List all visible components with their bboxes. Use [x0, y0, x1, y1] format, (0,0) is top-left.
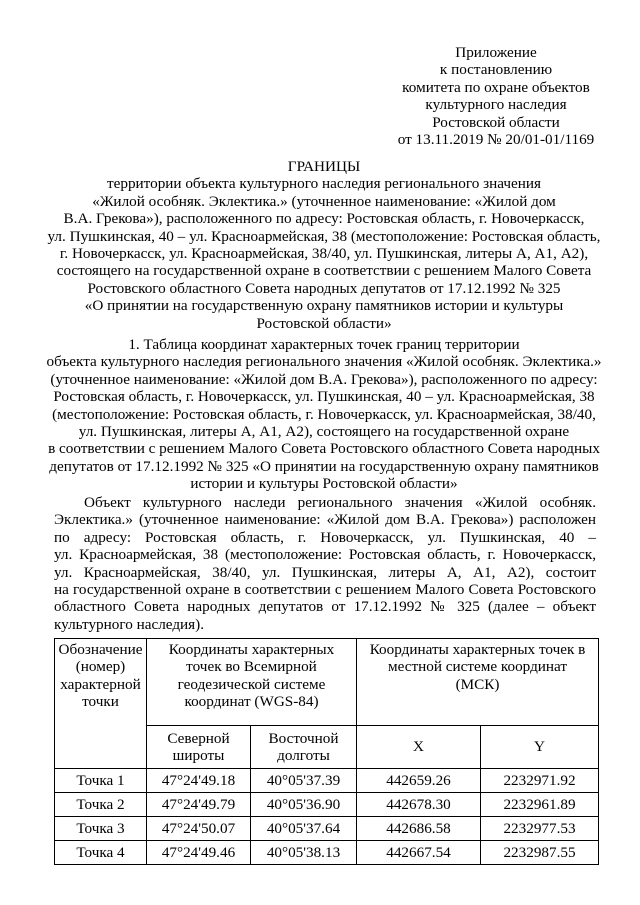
object-description-paragraph: [54, 494, 596, 633]
section-line: 1. Таблица координат характерных точек границ территории: [128, 336, 520, 353]
section-line: ул. Пушкинская, литеры А, А1, А2), состоящего на государственной охране: [78, 423, 570, 441]
appendix-line: к постановлению: [439, 61, 553, 79]
header-msk-cell: [357, 639, 599, 726]
east-cell: 40°05'37.64: [251, 817, 357, 841]
y-cell: 2232961.89: [481, 793, 599, 817]
east-cell: 40°05'36.90: [251, 793, 357, 817]
section-line: объекта культурного наследия регионального значения «Жилой особняк. Эклектика.»: [46, 353, 602, 371]
paragraph-line: ул. Красноармейская, 38 (местоположение: Ростовская область, г. Новочеркасск,: [54, 546, 596, 564]
x-cell: 442686.58: [357, 817, 481, 841]
table-row: [55, 841, 599, 865]
section-line: депутатов от 17.12.1992 № 325 «О принятии на государственную охрану памятников: [49, 457, 599, 475]
header-wgs-line: точек во Всемирной: [186, 658, 317, 676]
header-north-cell: [147, 726, 251, 769]
header-msk-line: местной системе координат: [387, 658, 568, 676]
section-line: в соответствии с решением Малого Совета Ростовского областного Совета народных: [48, 440, 600, 458]
header-point-line: характерной: [60, 675, 141, 693]
appendix-line: комитета по охране объектов: [402, 78, 590, 96]
table-header-row: [55, 639, 599, 726]
header-msk-line: (МСК): [455, 675, 500, 693]
north-cell: 47°24'50.07: [147, 817, 251, 841]
header-east-line: долготы: [277, 747, 330, 764]
title-line: территории объекта культурного наследия регионального значения: [106, 175, 542, 193]
paragraph-line: ул. Красноармейская, 38/40, ул. Пушкинская, литеры А, А1, А2), состоит: [54, 563, 596, 581]
north-cell: 47°24'49.46: [147, 841, 251, 865]
header-point-line: точки: [82, 693, 119, 711]
section-line: (местоположение: Ростовская область, г. Новочеркасск, ул. Красноармейская, 38/40,: [52, 405, 596, 423]
point-cell: Точка 3: [55, 817, 147, 841]
paragraph-line: культурного наследия).: [54, 615, 205, 633]
appendix-line: Приложение: [455, 44, 537, 61]
x-cell: 442659.26: [357, 769, 481, 793]
header-point-line: (номер): [75, 658, 126, 676]
point-cell: Точка 2: [55, 793, 147, 817]
paragraph-line: по адресу: Ростовская область, г. Новочеркасск, ул. Пушкинская, 40 –: [54, 528, 596, 546]
appendix-date-line: от 13.11.2019 № 20/01-01/1169: [397, 131, 595, 149]
title-line: Ростовского областного Совета народных депутатов от 17.12.1992 № 325: [87, 279, 561, 297]
y-cell: 2232971.92: [481, 769, 599, 793]
paragraph-line: областного Совета народных депутатов от 17.12.1992 № 325 (далее – объект: [54, 598, 596, 616]
east-cell: 40°05'38.13: [251, 841, 357, 865]
section-line: (уточненное наименование: «Жилой дом В.А. Грекова»), расположенного по адресу:: [50, 370, 598, 388]
paragraph-line: на государственной охране в соответствии с решением Малого Совета Ростовского: [54, 581, 596, 599]
x-cell: 442678.30: [357, 793, 481, 817]
coordinates-table: [54, 638, 599, 865]
section-line: истории и культуры Ростовской области»: [190, 475, 458, 493]
paragraph-line: Эклектика.» (уточненное наименование: «Жилой дом В.А. Грекова») расположен: [54, 511, 596, 529]
title-line: Ростовской области»: [256, 314, 392, 332]
header-msk-line: Координаты характерных точек в: [369, 641, 586, 658]
table-row: [55, 769, 599, 793]
header-y-cell: Y: [481, 726, 599, 769]
header-north-line: широты: [172, 747, 225, 764]
document-title-block: [40, 158, 608, 332]
header-wgs-cell: [147, 639, 357, 726]
title-line: В.А. Грекова»), расположенного по адресу: Ростовская область, г. Новочеркасск,: [63, 210, 585, 228]
header-wgs-line: геодезической системе: [177, 675, 326, 693]
header-point-line: Обозначение: [58, 641, 143, 658]
y-cell: 2232977.53: [481, 817, 599, 841]
header-east-cell: [251, 726, 357, 769]
header-wgs-line: координат (WGS-84): [184, 693, 319, 711]
table-row: [55, 817, 599, 841]
north-cell: 47°24'49.79: [147, 793, 251, 817]
y-cell: 2232987.55: [481, 841, 599, 865]
table-row: [55, 793, 599, 817]
title-line: состоящего на государственной охране в соответствии с решением Малого Совета: [56, 262, 592, 280]
section-heading-block: [40, 336, 608, 493]
title-line: «Жилой особняк. Эклектика.» (уточненное наименование: «Жилой дом: [92, 192, 556, 210]
header-point-cell: [55, 639, 147, 769]
point-cell: Точка 1: [55, 769, 147, 793]
appendix-block: [380, 44, 612, 148]
appendix-line: Ростовской области: [432, 113, 560, 131]
header-north-line: Северной: [167, 729, 230, 747]
header-east-line: Восточной: [268, 729, 339, 747]
title-line: «О принятии на государственную охрану памятников истории и культуры: [84, 297, 564, 315]
appendix-line: культурного наследия: [425, 96, 567, 114]
section-line: Ростовская область, г. Новочеркасск, ул. Пушкинская, 40 – ул. Красноармейская, 38: [53, 388, 595, 406]
x-cell: 442667.54: [357, 841, 481, 865]
point-cell: Точка 4: [55, 841, 147, 865]
header-wgs-line: Координаты характерных: [168, 641, 335, 658]
paragraph-line: Объект культурного наследи регионального значения «Жилой особняк.: [84, 494, 596, 511]
document-heading: ГРАНИЦЫ: [287, 158, 361, 175]
title-line: г. Новочеркасск, ул. Красноармейская, 38/40, ул. Пушкинская, литеры А, А1, А2),: [59, 245, 589, 263]
north-cell: 47°24'49.18: [147, 769, 251, 793]
header-x-cell: X: [357, 726, 481, 769]
east-cell: 40°05'37.39: [251, 769, 357, 793]
title-line: ул. Пушкинская, 40 – ул. Красноармейская, 38 (местоположение: Ростовская область,: [47, 227, 601, 245]
